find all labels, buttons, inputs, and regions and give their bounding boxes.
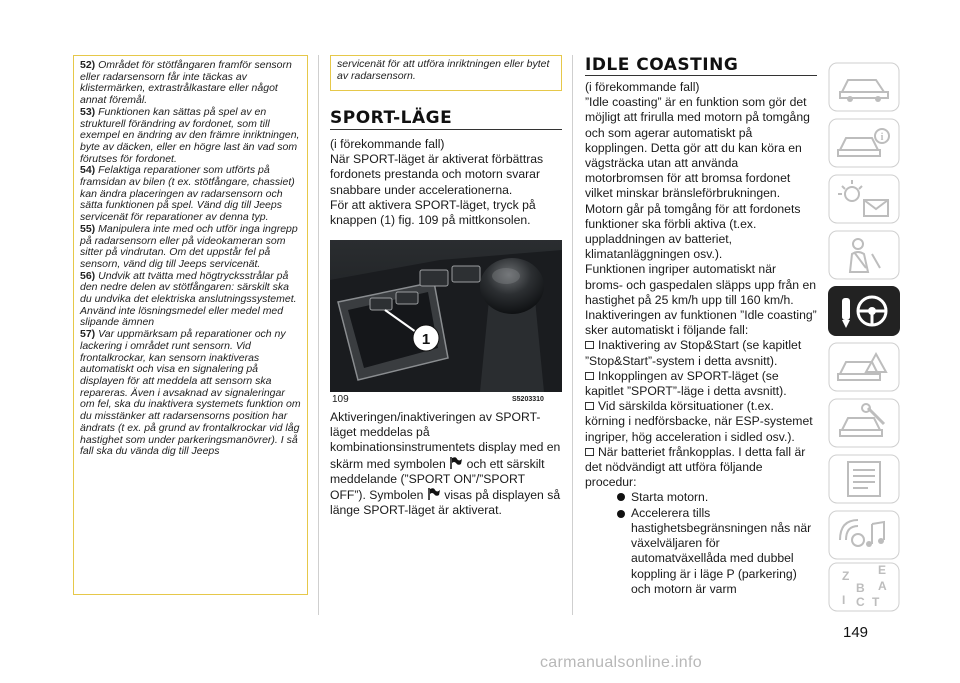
checkbox-square-icon xyxy=(585,372,594,380)
checkbox-square-icon xyxy=(585,448,594,456)
index-letter: Z xyxy=(842,569,850,583)
index-letter: B xyxy=(856,581,865,595)
section-rule xyxy=(330,129,562,130)
list-item: När batteriet frånkopplas. I detta fall är det nödvändigt att utföra följande procedur: xyxy=(585,444,806,490)
idle-availability: (i förekommande fall) xyxy=(585,80,700,94)
sport-description: När SPORT-läget är aktiverat förbättras fordonets prestanda och motorn svarar snabbare under accelerationerna. xyxy=(330,152,544,197)
tab-emergency[interactable] xyxy=(828,342,900,392)
starting-driving-icon xyxy=(828,286,900,336)
index-letters-icon xyxy=(828,562,900,612)
column-divider xyxy=(318,55,319,615)
index-letter: E xyxy=(878,563,887,577)
note-56: 56) Undvik att tvätta med högtrycksstrålar på den nedre delen av stötfångaren: särskilt ska du undvika det elektriska anslutningssystemet. Använd inte lösningsmedel eller medel med slipande ämnen xyxy=(80,269,297,329)
sport-flag-icon xyxy=(449,456,463,470)
column-divider xyxy=(572,55,573,615)
bullet-dot-icon xyxy=(617,493,625,501)
bullet-dot-icon xyxy=(617,510,625,518)
multimedia-icon xyxy=(828,510,900,560)
figure-callout-label: 1 xyxy=(421,331,431,348)
car-info-icon xyxy=(828,118,900,168)
tab-starting-driving[interactable] xyxy=(828,286,900,336)
sport-display-text: Aktiveringen/inaktiveringen av SPORT-läget meddelas på kombinationsinstrumentets display med en skärm med symbolen och ett särskilt meddelande (”SPORT ON”/”SPORT OFF”). Symbolen visas på displayen så länge SPORT-läget är aktiverat. xyxy=(330,410,561,518)
emergency-icon xyxy=(828,342,900,392)
index-letter: I xyxy=(842,593,846,607)
section-rule xyxy=(585,75,817,76)
list-item: Inkopplingen av SPORT-läget (se kapitlet ”SPORT”-läge i detta avsnitt). xyxy=(585,368,787,399)
tab-seat-belt[interactable] xyxy=(828,230,900,280)
list-item: Starta motorn. xyxy=(585,490,817,505)
checkbox-square-icon xyxy=(585,341,594,349)
tab-lights-warning[interactable] xyxy=(828,174,900,224)
idle-body xyxy=(585,80,817,597)
lights-warning-icon xyxy=(828,174,900,224)
sport-instruction: För att aktivera SPORT-läget, tryck på knappen (1) fig. 109 på mittkonsolen. xyxy=(330,197,536,228)
note-continuation-box: servicenät för att utföra inriktningen eller bytet av radarsensorn. xyxy=(330,55,562,91)
sport-flag-icon xyxy=(427,487,441,501)
section-title-sport: SPORT-LÄGE xyxy=(330,108,453,128)
note-53: 53) Funktionen kan sättas på spel av en strukturell förändring av fordonet, som till exempel en ändring av den främre inriktningen, byte av däcken, eller en högre last än vad som förutses för fordonet. xyxy=(80,105,300,165)
list-item: Inaktivering av Stop&Start (se kapitlet ”Stop&Start”-system i detta avsnitt). xyxy=(585,338,802,368)
tab-index[interactable] xyxy=(828,562,900,612)
tab-car-overview[interactable] xyxy=(828,62,900,112)
page-number: 149 xyxy=(843,624,869,641)
car-overview-icon xyxy=(828,62,900,112)
maintenance-icon xyxy=(828,398,900,448)
checkbox-square-icon xyxy=(585,402,594,410)
index-letter: C xyxy=(856,595,865,609)
idle-description: ”Idle coasting” är en funktion som gör det möjligt att frirulla med motorn på tomgång och som agerar automatiskt på kopplingen. Detta gör att du kan köra en vägsträcka utan att använda motorbromsen för att bromsa fordonet vilket minskar bränsleförbrukningen. Motorn går på tomgång för att fordonets funktioner ska förbli aktiva (t.ex. uppladdningen av batteriet, klimatanläggningen osv.). xyxy=(585,95,810,262)
figure-code: S5203310 xyxy=(512,396,544,403)
technical-data-icon xyxy=(828,454,900,504)
list-item: Vid särskilda körsituationer (t.ex. körning i nedförsbacke, när ESP-systemet ingriper, hög acceleration i sidled osv.). xyxy=(585,399,813,444)
sport-body xyxy=(330,137,562,228)
tab-multimedia[interactable] xyxy=(828,510,900,560)
section-title-idle-coasting: IDLE COASTING xyxy=(585,55,739,75)
warning-notes-box xyxy=(73,55,308,595)
tab-maintenance[interactable] xyxy=(828,398,900,448)
sport-availability: (i förekommande fall) xyxy=(330,137,445,151)
note-55: 55) Manipulera inte med och utför inga ingrepp på radarsensorn eller på videokameran som sitter på vindrutan. Om det uppstår fel på sensorn, vänd dig till Jeeps servicenät. xyxy=(80,222,298,270)
list-item: Accelerera tills hastighetsbegränsningen nås när växelväljaren för automatväxellåda med dubbel koppling är i läge P (parkering) och motorn är varm xyxy=(585,506,817,597)
note-54: 54) Felaktiga reparationer som utförts på framsidan av bilen (t ex. stötfångare, chassiet) kan ändra placeringen av radarsensorn och sätta funktionen på spel. Vänd dig till Jeeps servicenät för reparationer av denna typ. xyxy=(80,164,295,224)
note-52: 52) Området för stötfångaren framför sensorn eller radarsensorn får inte täckas av klistermärken, extrastrålkastare eller något annat föremål. xyxy=(80,59,292,107)
watermark: carmanualsonline.info xyxy=(540,654,702,671)
note-57: 57) Var uppmärksam på reparationer och ny lackering i området runt sensorn. Vid frontalkrockar, kan sensorn inaktiveras automatiskt och visa en signalering på displayen för att meddela att sensorn ska repareras. Även i avsaknad av signaleringar om fel, ska du inaktivera systemets funktion om du misstänker att radarsensorns position har ändrats (t ex. på grund av frontalkrockar vid låg hastighet som under parkeringsmanövrer). I så fall ska du vända dig till Jeeps xyxy=(80,328,301,458)
seat-belt-icon xyxy=(828,230,900,280)
idle-activation: Funktionen ingriper automatiskt när broms- och gaspedalen släpps upp från en hastighet på 25 km/h upp till 160 km/h. xyxy=(585,262,817,307)
idle-deactivation-intro: Inaktiveringen av funktionen ”Idle coasting” sker automatiskt i följande fall: xyxy=(585,308,817,338)
index-letter: A xyxy=(878,579,887,593)
tab-technical-data[interactable] xyxy=(828,454,900,504)
tab-car-info[interactable] xyxy=(828,118,900,168)
figure-number: 109 xyxy=(332,394,349,405)
index-letter: T xyxy=(872,595,880,609)
figure-sport-button-photo xyxy=(330,240,562,392)
svg-text:i: i xyxy=(880,132,884,143)
